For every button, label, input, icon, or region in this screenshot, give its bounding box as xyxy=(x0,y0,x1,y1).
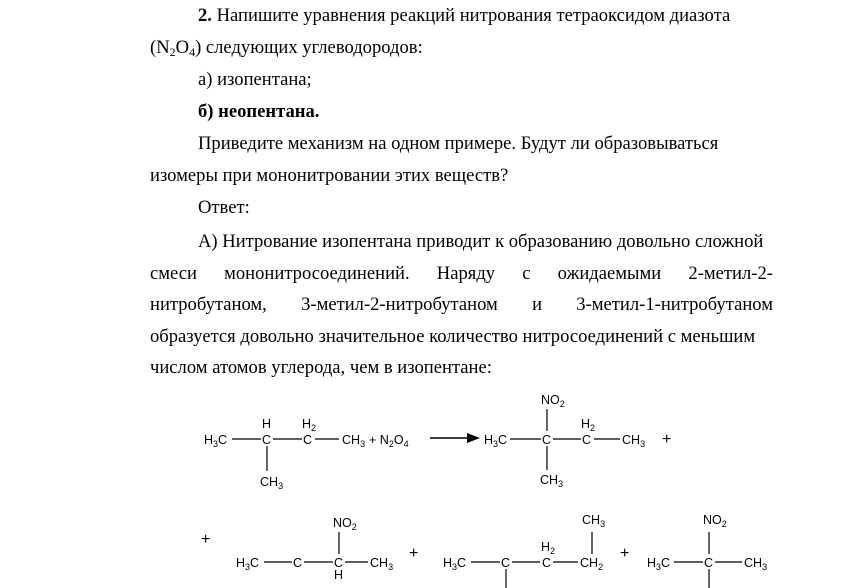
label-ch3: $CH_3$ xyxy=(540,473,564,489)
task-line-2 xyxy=(150,37,423,59)
mechanism-line-2: изомеры при мононитровании этих веществ? xyxy=(150,165,509,186)
formula-sub: 2 xyxy=(169,45,176,59)
reaction-arrow xyxy=(430,433,480,443)
label-c: C xyxy=(293,556,303,570)
reaction-scheme xyxy=(0,380,855,588)
mechanism-line-1: Приведите механизм на одном примере. Будут ли образовываться xyxy=(198,133,719,154)
word: с xyxy=(522,263,531,284)
task-text-1: Напишите уравнения реакций нитрования тетраоксидом диазота xyxy=(216,5,731,26)
label-no2: $NO_2$ xyxy=(703,513,727,529)
label-c: C xyxy=(542,433,552,447)
task-text-2: ) следующих углеводородов: xyxy=(195,37,423,58)
label-ch3: $CH_3$ xyxy=(582,513,606,529)
label-h3c: $H_3C$ xyxy=(647,556,671,572)
label-h2: $H_2$ xyxy=(541,540,556,556)
formula-o: O xyxy=(175,37,190,58)
label-no2: $NO_2$ xyxy=(333,516,357,532)
word: и xyxy=(532,294,543,315)
label-ch3: $CH_3$ xyxy=(342,433,366,449)
label-ch3: $CH_3$ xyxy=(744,556,768,572)
word: мононитросоединений. xyxy=(224,263,410,284)
word: 3-метил-2-нитробутаном xyxy=(301,294,498,315)
label-c: C xyxy=(334,556,344,570)
answer-line-3 xyxy=(150,294,773,316)
plus-sign: + xyxy=(409,545,419,562)
label-h: H xyxy=(262,417,272,431)
label-h3c: $H_3C$ xyxy=(484,433,508,449)
label-h: H xyxy=(334,568,344,582)
answer-line-1: А) Нитрование изопентана приводит к образованию довольно сложной xyxy=(198,231,764,252)
label-h2: $H_2$ xyxy=(581,417,596,433)
label-c: C xyxy=(262,433,272,447)
item-b: б) неопентана. xyxy=(198,101,320,122)
answer-line-4: образуется довольно значительное количество нитросоединений с меньшим xyxy=(150,326,756,347)
label-h3c: $H_3C$ xyxy=(204,433,228,449)
task-line-1 xyxy=(198,5,730,27)
answer-line-5: числом атомов углерода, чем в изопентане: xyxy=(150,357,492,378)
word: 3-метил-1-нитробутаном xyxy=(576,294,773,315)
label-ch3: $CH_3$ xyxy=(622,433,646,449)
label-h3c: $H_3C$ xyxy=(236,556,260,572)
word: ожидаемыми xyxy=(557,263,662,284)
word: смеси xyxy=(150,263,197,284)
label-c: C xyxy=(582,433,592,447)
formula-sub: 4 xyxy=(189,45,196,59)
label-ch3: $CH_3$ xyxy=(260,475,284,491)
label-h3c: $H_3C$ xyxy=(443,556,467,572)
answer-line-2 xyxy=(150,263,773,285)
formula-n: (N xyxy=(150,37,170,58)
label-c: C xyxy=(501,556,511,570)
label-c: C xyxy=(704,556,714,570)
plus-sign: + xyxy=(620,545,630,562)
label-c: C xyxy=(303,433,313,447)
plus-sign: + xyxy=(201,531,211,548)
label-h2: $H_2$ xyxy=(302,417,317,433)
label-no2: $NO_2$ xyxy=(541,393,565,409)
label-ch3: $CH_3$ xyxy=(370,556,394,572)
answer-label: Ответ: xyxy=(198,197,250,218)
task-number: 2. xyxy=(198,5,212,26)
label-reagent: + $N_2O_4$ xyxy=(369,433,409,449)
word: Наряду xyxy=(436,263,496,284)
item-a: а) изопентана; xyxy=(198,69,312,90)
plus-sign: + xyxy=(662,431,672,448)
label-ch2: $CH_2$ xyxy=(580,556,604,572)
label-c: C xyxy=(542,556,552,570)
word: 2-метил-2- xyxy=(688,263,773,284)
word: нитробутаном, xyxy=(150,294,267,315)
